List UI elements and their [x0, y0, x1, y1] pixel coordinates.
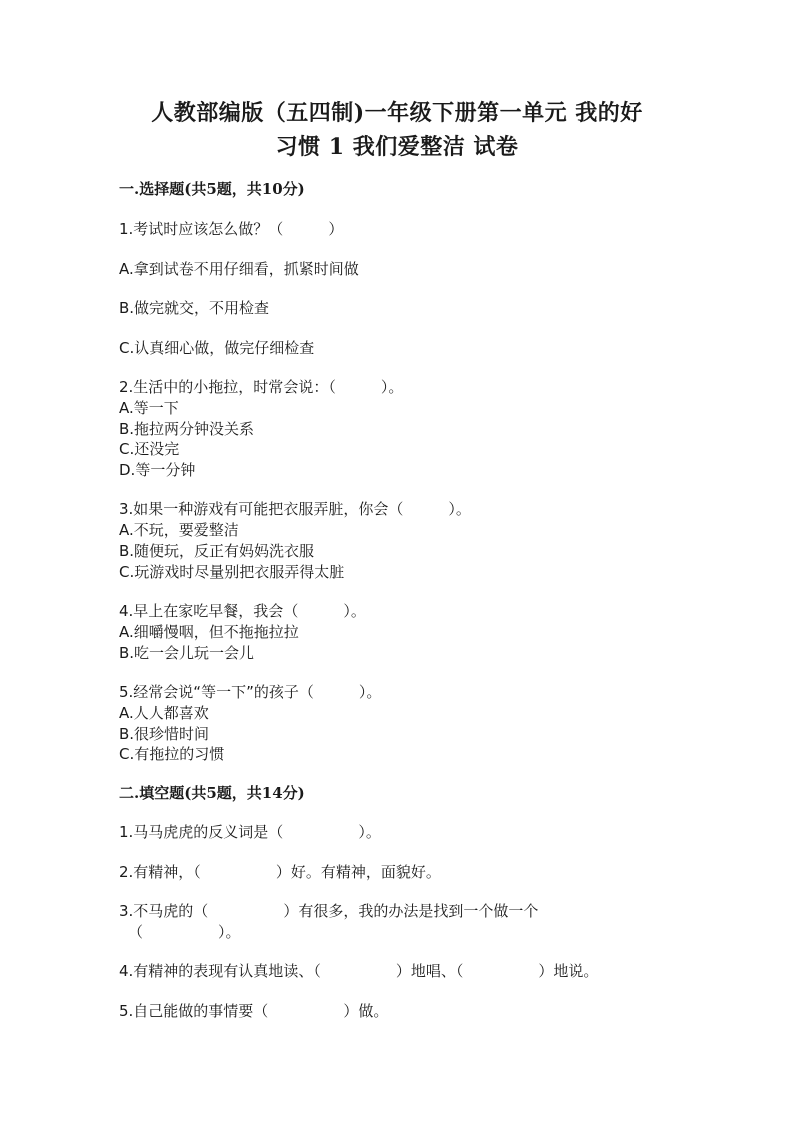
choice-q5-stem: 5.经常会说“等一下”的孩子（ ）。: [119, 683, 382, 701]
fill-q5: 5.自己能做的事情要（ ）做。: [119, 1002, 389, 1020]
choice-q3-option-b: B.随便玩，反正有妈妈洗衣服: [119, 542, 315, 560]
choice-q1-stem: 1.考试时应该怎么做？（ ）: [119, 220, 344, 238]
choice-q4-stem: 4.早上在家吃早餐，我会（ ）。: [119, 602, 366, 620]
choice-q5-option-c: C.有拖拉的习惯: [119, 745, 225, 763]
section-heading-fill-in: 二.填空题(共5题，共14分): [119, 784, 305, 802]
choice-q3-stem: 3.如果一种游戏有可能把衣服弄脏，你会（ ）。: [119, 500, 471, 518]
choice-q5-option-b: B.很珍惜时间: [119, 725, 210, 743]
exam-title-line-2: 习惯 1 我们爱整洁 试卷: [275, 134, 519, 160]
choice-q1-option-c: C.认真细心做，做完仔细检查: [119, 339, 315, 357]
fill-q3-line-2: （ ）。: [128, 923, 241, 941]
fill-q1: 1.马马虎虎的反义词是（ ）。: [119, 823, 381, 841]
choice-q2-option-b: B.拖拉两分钟没关系: [119, 420, 255, 438]
exam-title-line-1: 人教部编版（五四制)一年级下册第一单元 我的好: [151, 100, 643, 126]
choice-q1-option-b: B.做完就交，不用检查: [119, 299, 270, 317]
choice-q2-option-a: A.等一下: [119, 399, 179, 417]
choice-q3-option-c: C.玩游戏时尽量别把衣服弄得太脏: [119, 563, 345, 581]
choice-q5-option-a: A.人人都喜欢: [119, 704, 209, 722]
choice-q4-option-b: B.吃一会儿玩一会儿: [119, 644, 255, 662]
choice-q4-option-a: A.细嚼慢咽，但不拖拖拉拉: [119, 623, 299, 641]
fill-q2: 2.有精神，（ ）好。有精神，面貌好。: [119, 863, 441, 881]
choice-q1-option-a: A.拿到试卷不用仔细看，抓紧时间做: [119, 260, 359, 278]
choice-q2-option-c: C.还没完: [119, 440, 180, 458]
fill-q4: 4.有精神的表现有认真地读、（ ）地唱、（ ）地说。: [119, 962, 599, 980]
choice-q2-option-d: D.等一分钟: [119, 461, 196, 479]
choice-q2-stem: 2.生活中的小拖拉，时常会说：（ ）。: [119, 378, 404, 396]
fill-q3-line-1: 3.不马虎的（ ）有很多，我的办法是找到一个做一个: [119, 902, 539, 920]
choice-q3-option-a: A.不玩，要爱整洁: [119, 521, 239, 539]
section-heading-choice: 一.选择题(共5题，共10分): [119, 180, 305, 198]
